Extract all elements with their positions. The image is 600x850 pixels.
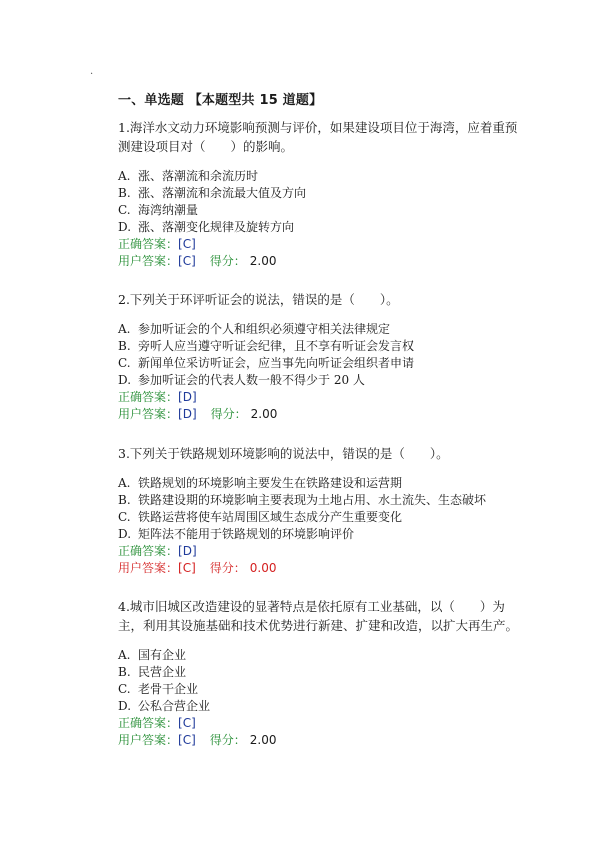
option-letter: C.: [118, 203, 131, 217]
option-letter: A.: [118, 322, 131, 336]
question-3: [118, 444, 518, 577]
option-text: 涨、落潮流和余流历时: [138, 169, 259, 183]
option-letter: B.: [118, 665, 131, 679]
correct-answer-value: [D]: [178, 390, 197, 404]
option-letter: A.: [118, 476, 131, 490]
user-answer-label: 用户答案：: [118, 733, 179, 747]
score-value: 0.00: [249, 561, 277, 575]
section-title: 一、单选题 【本题型共 15 道题】: [118, 93, 323, 108]
option-text: 海湾纳潮量: [138, 203, 199, 217]
option-text: 铁路规划的环境影响主要发生在铁路建设和运营期: [138, 476, 403, 490]
correct-answer-label: 正确答案：: [118, 390, 179, 404]
option-text: 涨、落潮流和余流最大值及方向: [138, 186, 307, 200]
user-answer-label: 用户答案：: [118, 561, 179, 575]
option-text: 公私合营企业: [138, 699, 211, 713]
option-a: [118, 168, 518, 185]
option-a: [118, 647, 518, 664]
option-text: 老骨干企业: [138, 682, 199, 696]
correct-answer-label: 正确答案：: [118, 716, 179, 730]
option-text: 涨、落潮变化规律及旋转方向: [138, 220, 295, 234]
user-answer-value: [C]: [178, 254, 196, 268]
option-letter: C.: [118, 356, 131, 370]
option-letter: B.: [118, 186, 131, 200]
question-stem: 4.城市旧城区改造建设的显著特点是依托原有工业基础，以（ ）为主，利用其设施基础和技术优势进行新建、扩建和改造，以扩大再生产。: [118, 599, 519, 633]
option-letter: B.: [118, 493, 131, 507]
option-b: [118, 664, 518, 681]
option-b: [118, 185, 518, 202]
correct-answer-value: [D]: [178, 544, 197, 558]
correct-answer: [118, 236, 518, 253]
option-b: [118, 338, 518, 355]
user-answer-value: [C]: [178, 733, 196, 747]
option-text: 参加听证会的代表人数一般不得少于 20 人: [138, 373, 365, 387]
score-label: 得分：: [209, 733, 246, 747]
question-2: [118, 290, 518, 423]
user-answer: [118, 406, 518, 423]
question-stem: 2.下列关于环评听证会的说法，错误的是（ ）。: [118, 292, 399, 307]
score-label: 得分：: [210, 407, 247, 421]
score-label: 得分：: [209, 561, 246, 575]
option-text: 参加听证会的个人和组织必须遵守相关法律规定: [138, 322, 391, 336]
option-letter: A.: [118, 648, 131, 662]
user-answer-value: [D]: [178, 407, 197, 421]
score-value: 2.00: [249, 733, 277, 747]
user-answer-value: [C]: [178, 561, 196, 575]
option-text: 矩阵法不能用于铁路规划的环境影响评价: [138, 527, 355, 541]
score-value: 2.00: [250, 407, 278, 421]
option-letter: C.: [118, 682, 131, 696]
option-d: [118, 219, 518, 236]
score-value: 2.00: [249, 254, 277, 268]
user-answer: [118, 732, 518, 749]
question-stem: 1.海洋水文动力环境影响预测与评价，如果建设项目位于海湾，应着重预测建设项目对（ ）的影响。: [118, 120, 518, 154]
question-1: [118, 118, 518, 270]
option-c: [118, 355, 518, 372]
option-letter: D.: [118, 373, 132, 387]
correct-answer-value: [C]: [178, 716, 196, 730]
option-c: [118, 509, 518, 526]
option-letter: D.: [118, 220, 132, 234]
option-d: [118, 698, 518, 715]
option-text: 铁路建设期的环境影响主要表现为土地占用、水土流失、生态破坏: [138, 493, 487, 507]
option-b: [118, 492, 518, 509]
option-text: 旁听人应当遵守听证会纪律，且不享有听证会发言权: [138, 339, 415, 353]
user-answer-label: 用户答案：: [118, 407, 179, 421]
correct-answer: [118, 715, 518, 732]
option-text: 铁路运营将使车站周围区域生态成分产生重要变化: [138, 510, 403, 524]
user-answer-label: 用户答案：: [118, 254, 179, 268]
option-d: [118, 372, 518, 389]
option-letter: D.: [118, 699, 132, 713]
correct-answer-value: [C]: [178, 237, 196, 251]
option-a: [118, 475, 518, 492]
option-c: [118, 202, 518, 219]
user-answer: [118, 560, 518, 577]
option-letter: C.: [118, 510, 131, 524]
correct-answer: [118, 543, 518, 560]
option-letter: D.: [118, 527, 132, 541]
option-text: 民营企业: [138, 665, 187, 679]
option-text: 国有企业: [138, 648, 187, 662]
page-mark: .: [90, 66, 94, 77]
score-label: 得分：: [209, 254, 246, 268]
correct-answer-label: 正确答案：: [118, 544, 179, 558]
question-4: [118, 597, 518, 749]
option-letter: A.: [118, 169, 131, 183]
option-c: [118, 681, 518, 698]
option-a: [118, 321, 518, 338]
correct-answer: [118, 389, 518, 406]
question-stem: 3.下列关于铁路规划环境影响的说法中，错误的是（ ）。: [118, 446, 449, 461]
option-letter: B.: [118, 339, 131, 353]
correct-answer-label: 正确答案：: [118, 237, 179, 251]
user-answer: [118, 253, 518, 270]
option-text: 新闻单位采访听证会，应当事先向听证会组织者申请: [138, 356, 415, 370]
option-d: [118, 526, 518, 543]
